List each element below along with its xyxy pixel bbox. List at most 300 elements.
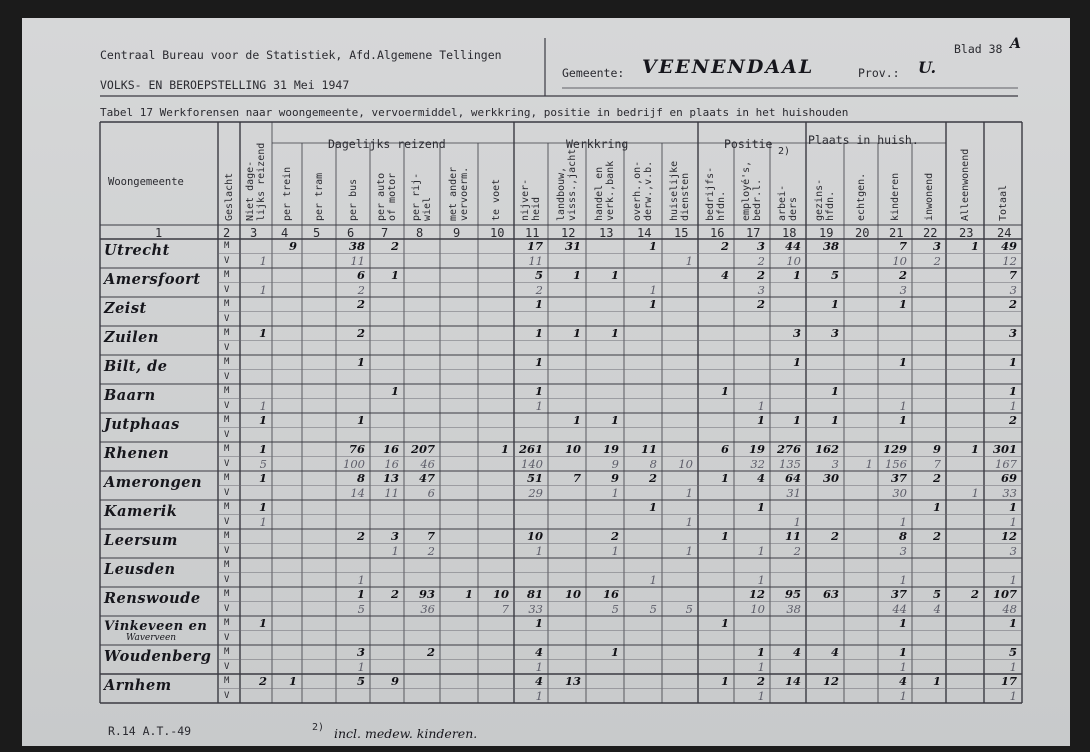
sex-label: M [224,560,230,570]
column-label: per auto of motor [376,172,398,221]
table-cell: 36 [420,601,435,616]
table-cell: 1 [258,471,267,485]
group-dagelijks: Dagelijks reizend [328,137,446,151]
column-label: arbei- ders [777,184,799,221]
table-cell: 1 [610,326,619,340]
row-name-continued: Waverveen [126,633,177,643]
table-cell: 1 [970,239,979,253]
column-number: 7 [381,226,389,240]
row-name: Utrecht [104,242,170,259]
table-cell: 2 [932,471,941,485]
table-cell: 1 [899,572,907,587]
table-cell: 31 [564,239,581,253]
table-cell: 44 [784,239,801,253]
table-cell: 2 [426,645,435,659]
table-cell: 2 [648,471,657,485]
table-cell: 1 [830,297,839,311]
table-cell: 1 [720,471,729,485]
table-cell: 47 [418,471,435,485]
table-cell: 1 [648,297,657,311]
sex-label: V [224,603,230,614]
table-cell: 1 [610,645,619,659]
table-cell: 1 [757,688,765,703]
table-cell: 1 [1009,514,1017,529]
table-cell: 1 [535,688,543,703]
column-number: 10 [490,226,505,240]
column-label: Alleenwonend [959,148,971,221]
table-cell: 1 [899,688,907,703]
column-number: 12 [561,226,576,240]
table-cell: 5 [830,268,839,282]
table-cell: 6 [427,485,435,500]
table-cell: 3 [1008,326,1017,340]
table-cell: 1 [1009,572,1017,587]
table-cell: 1 [793,514,801,529]
footnote-mark: 2) [312,722,325,733]
table-cell: 7 [572,471,581,485]
table-cell: 3 [831,456,839,471]
column-label: Totaal [997,184,1009,221]
table-cell: 13 [564,674,581,688]
table-cell: 12 [1000,529,1017,543]
sex-label: M [224,531,230,541]
column-label: inwonend [923,172,935,221]
table-cell: 1 [757,572,765,587]
table-cell: 5 [259,456,267,471]
table-cell: 207 [410,442,435,456]
column-label: employé's, bedr.l. [741,160,763,221]
table-cell: 9 [932,442,941,456]
column-number: 24 [997,226,1012,240]
table-cell: 9 [610,471,619,485]
table-cell: 1 [535,543,543,558]
table-cell: 1 [720,674,729,688]
column-number: 17 [746,226,761,240]
table-cell: 76 [348,442,365,456]
census-title: VOLKS- EN BEROEPSTELLING 31 Mei 1947 [100,78,350,92]
table-cell: 2 [390,587,399,601]
table-cell: 4 [720,268,729,282]
table-cell: 7 [501,601,509,616]
table-cell: 11 [384,485,399,500]
row-name: Rhenen [104,445,170,462]
table-cell: 6 [356,268,365,282]
table-cell: 1 [357,572,365,587]
table-cell: 1 [685,253,693,268]
table-cell: 5 [357,601,365,616]
table-cell: 11 [528,253,543,268]
sex-label: M [224,589,230,599]
sex-label: M [224,386,230,396]
table-cell: 38 [786,601,801,616]
table-cell: 1 [932,674,941,688]
column-number: 11 [525,226,540,240]
table-cell: 1 [757,398,765,413]
table-cell: 1 [500,442,509,456]
table-cell: 1 [534,384,543,398]
table-cell: 19 [748,442,765,456]
table-cell: 276 [776,442,801,456]
table-cell: 10 [892,253,907,268]
table-cell: 17 [1000,674,1017,688]
table-cell: 2 [756,297,765,311]
table-cell: 3 [356,645,365,659]
table-cell: 2 [756,674,765,688]
table-cell: 1 [356,355,365,369]
column-label: Geslacht [223,172,235,221]
table-cell: 51 [526,471,543,485]
table-cell: 10 [678,456,693,471]
table-cell: 1 [720,384,729,398]
table-cell: 1 [534,616,543,630]
table-cell: 1 [898,297,907,311]
table-cell: 10 [526,529,543,543]
column-number: 5 [313,226,321,240]
table-cell: 3 [792,326,801,340]
column-number: 21 [889,226,904,240]
table-cell: 11 [784,529,801,543]
row-name: Vinkeveen en [104,619,208,634]
table-cell: 1 [259,514,267,529]
blad-suffix: A [1010,36,1021,52]
table-cell: 33 [1002,485,1017,500]
table-cell: 1 [356,413,365,427]
table-cell: 5 [1008,645,1017,659]
org-line: Centraal Bureau voor de Statistiek, Afd.Algemene Tellingen [100,48,502,62]
table-cell: 135 [779,456,801,471]
sex-label: V [224,487,230,498]
table-cell: 301 [992,442,1017,456]
table-cell: 2 [1008,413,1017,427]
column-number: 22 [923,226,938,240]
sex-label: V [224,661,230,672]
table-cell: 4 [534,674,543,688]
table-cell: 69 [1000,471,1017,485]
table-cell: 95 [784,587,801,601]
table-cell: 1 [357,659,365,674]
table-cell: 1 [685,514,693,529]
table-cell: 1 [259,398,267,413]
census-sheet [22,18,1070,746]
table-cell: 1 [685,485,693,500]
table-cell: 1 [756,645,765,659]
sex-label: V [224,284,230,295]
table-cell: 1 [648,239,657,253]
group-werkkring: Werkkring [566,137,629,151]
table-cell: 1 [390,268,399,282]
table-cell: 6 [720,442,729,456]
column-number: 9 [453,226,461,240]
table-cell: 1 [1008,355,1017,369]
table-cell: 1 [610,268,619,282]
table-cell: 3 [1009,282,1017,297]
blad-label: Blad 38 [954,42,1003,56]
table-cell: 2 [757,253,765,268]
table-cell: 12 [822,674,839,688]
table-cell: 1 [611,485,619,500]
table-cell: 2 [258,674,267,688]
row-name: Baarn [104,387,156,404]
sex-label: V [224,255,230,266]
prov-label: Prov.: [858,66,900,80]
table-cell: 261 [518,442,543,456]
table-cell: 10 [492,587,509,601]
table-cell: 1 [898,645,907,659]
table-cell: 7 [898,239,907,253]
table-cell: 14 [350,485,365,500]
table-cell: 167 [995,456,1017,471]
table-cell: 1 [792,268,801,282]
table-cell: 1 [685,543,693,558]
table-cell: 30 [822,471,839,485]
table-cell: 1 [757,543,765,558]
column-label: bedrijfs- hfdn. [705,166,727,221]
column-label: met ander vervoerm. [448,166,470,221]
row-name: Woudenberg [104,648,212,665]
table-cell: 5 [356,674,365,688]
column-number: 16 [710,226,725,240]
table-cell: 1 [258,442,267,456]
table-cell: 1 [649,282,657,297]
table-cell: 8 [898,529,907,543]
table-cell: 5 [932,587,941,601]
sex-label: V [224,574,230,585]
table-cell: 10 [786,253,801,268]
column-number: 1 [155,226,163,240]
table-cell: 38 [822,239,839,253]
table-grid [22,18,1070,746]
table-cell: 49 [1000,239,1017,253]
table-cell: 2 [610,529,619,543]
column-label: huiselijke diensten [669,160,691,221]
table-cell: 1 [1009,688,1017,703]
table-cell: 1 [899,659,907,674]
table-cell: 2 [356,297,365,311]
table-cell: 2 [756,268,765,282]
gemeente-value: VEENENDAAL [642,56,815,78]
table-cell: 11 [640,442,657,456]
table-cell: 1 [258,500,267,514]
table-cell: 32 [750,456,765,471]
table-cell: 4 [830,645,839,659]
table-cell: 2 [793,543,801,558]
column-number: 20 [855,226,870,240]
table-cell: 63 [822,587,839,601]
table-cell: 1 [898,355,907,369]
table-cell: 16 [602,587,619,601]
column-footnote-mark: 2) [778,146,791,157]
table-cell: 4 [792,645,801,659]
table-cell: 1 [258,326,267,340]
table-cell: 1 [572,268,581,282]
table-cell: 4 [898,674,907,688]
table-cell: 1 [792,413,801,427]
row-name: Leusden [104,561,176,578]
table-cell: 1 [792,355,801,369]
table-cell: 1 [899,514,907,529]
table-cell: 2 [427,543,435,558]
table-cell: 1 [534,355,543,369]
column-label: per bus [347,178,359,221]
row-name: Amersfoort [104,271,201,288]
table-cell: 1 [971,485,979,500]
sex-label: M [224,676,230,686]
table-cell: 16 [384,456,399,471]
table-cell: 81 [526,587,543,601]
table-cell: 1 [464,587,473,601]
table-cell: 3 [899,543,907,558]
table-cell: 1 [720,529,729,543]
table-cell: 1 [1008,500,1017,514]
table-cell: 1 [899,398,907,413]
table-cell: 44 [892,601,907,616]
table-cell: 1 [649,572,657,587]
table-cell: 2 [933,253,941,268]
table-cell: 3 [756,239,765,253]
table-cell: 31 [786,485,801,500]
column-label: landbouw, visss.,jacht [556,148,578,221]
table-cell: 9 [611,456,619,471]
sex-label: M [224,241,230,251]
table-cell: 2 [1008,297,1017,311]
table-cell: 19 [602,442,619,456]
gemeente-label: Gemeente: [562,66,625,80]
column-label: kinderen [889,172,901,221]
table-cell: 1 [535,398,543,413]
table-cell: 7 [1008,268,1017,282]
table-cell: 1 [720,616,729,630]
table-cell: 10 [564,587,581,601]
row-name: Kamerik [104,503,178,520]
table-cell: 1 [611,543,619,558]
table-cell: 1 [970,442,979,456]
sex-label: M [224,444,230,454]
table-cell: 1 [258,413,267,427]
row-name: Leersum [104,532,178,549]
table-cell: 2 [970,587,979,601]
table-cell: 12 [748,587,765,601]
row-name: Zuilen [104,329,159,346]
table-cell: 1 [391,543,399,558]
sex-label: V [224,632,230,643]
column-label: per trein [281,166,293,221]
table-cell: 2 [356,529,365,543]
table-cell: 1 [648,500,657,514]
table-cell: 140 [521,456,543,471]
sex-label: M [224,328,230,338]
table-cell: 1 [572,413,581,427]
table-cell: 2 [830,529,839,543]
sex-label: M [224,415,230,425]
row-name: Amerongen [104,474,203,491]
table-cell: 1 [756,413,765,427]
table-cell: 1 [259,253,267,268]
sex-label: V [224,545,230,556]
table-cell: 38 [348,239,365,253]
table-cell: 1 [356,587,365,601]
table-cell: 46 [420,456,435,471]
column-number: 13 [599,226,614,240]
column-number: 14 [637,226,652,240]
table-cell: 4 [933,601,941,616]
group-plaats: Plaats in huish. [808,133,919,147]
table-cell: 107 [992,587,1017,601]
column-label: Niet dage- lijks reizend [245,142,267,221]
table-cell: 10 [564,442,581,456]
sex-label: M [224,357,230,367]
table-cell: 2 [390,239,399,253]
column-label: te voet [490,178,502,221]
sex-label: M [224,299,230,309]
row-name: Renswoude [104,590,201,607]
table-cell: 33 [528,601,543,616]
table-cell: 2 [535,282,543,297]
row-name: Bilt, de [104,358,168,375]
table-cell: 64 [784,471,801,485]
column-label: gezins- hfdn. [814,178,836,221]
column-number: 3 [250,226,258,240]
sex-label: V [224,458,230,469]
table-cell: 1 [757,659,765,674]
row-name: Arnhem [104,677,172,694]
table-cell: 48 [1002,601,1017,616]
table-cell: 5 [649,601,657,616]
table-cell: 7 [933,456,941,471]
table-cell: 5 [685,601,693,616]
prov-value: U. [918,58,937,77]
table-cell: 1 [572,326,581,340]
table-cell: 3 [830,326,839,340]
table-cell: 11 [350,253,365,268]
table-cell: 1 [865,456,873,471]
sex-label: V [224,313,230,324]
table-cell: 5 [534,268,543,282]
column-label: handel en verk.,bank [594,160,616,221]
table-cell: 3 [390,529,399,543]
table-cell: 1 [390,384,399,398]
table-cell: 17 [526,239,543,253]
sex-label: V [224,429,230,440]
column-number: 8 [416,226,424,240]
table-cell: 16 [382,442,399,456]
table-cell: 1 [1008,616,1017,630]
table-cell: 1 [534,326,543,340]
column-number: 18 [782,226,797,240]
column-label: per rij- wiel [411,172,433,221]
sex-label: M [224,270,230,280]
sex-label: V [224,690,230,701]
table-cell: 37 [890,587,907,601]
table-cell: 100 [343,456,365,471]
column-label: echtgen. [855,172,867,221]
table-cell: 1 [259,282,267,297]
table-cell: 1 [830,413,839,427]
column-label: Woongemeente [108,176,184,188]
table-cell: 9 [390,674,399,688]
column-label: nijver- heid [520,178,542,221]
column-number: 23 [959,226,974,240]
table-cell: 1 [1009,398,1017,413]
table-cell: 2 [357,282,365,297]
table-cell: 1 [830,384,839,398]
sex-label: V [224,516,230,527]
table-cell: 1 [932,500,941,514]
table-cell: 1 [258,616,267,630]
table-cell: 162 [814,442,839,456]
table-title: Tabel 17 Werkforensen naar woongemeente, vervoermiddel, werkkring, positie in bedrijf en plaats in het huishouden [100,106,849,119]
column-number: 2 [223,226,231,240]
sex-label: V [224,400,230,411]
